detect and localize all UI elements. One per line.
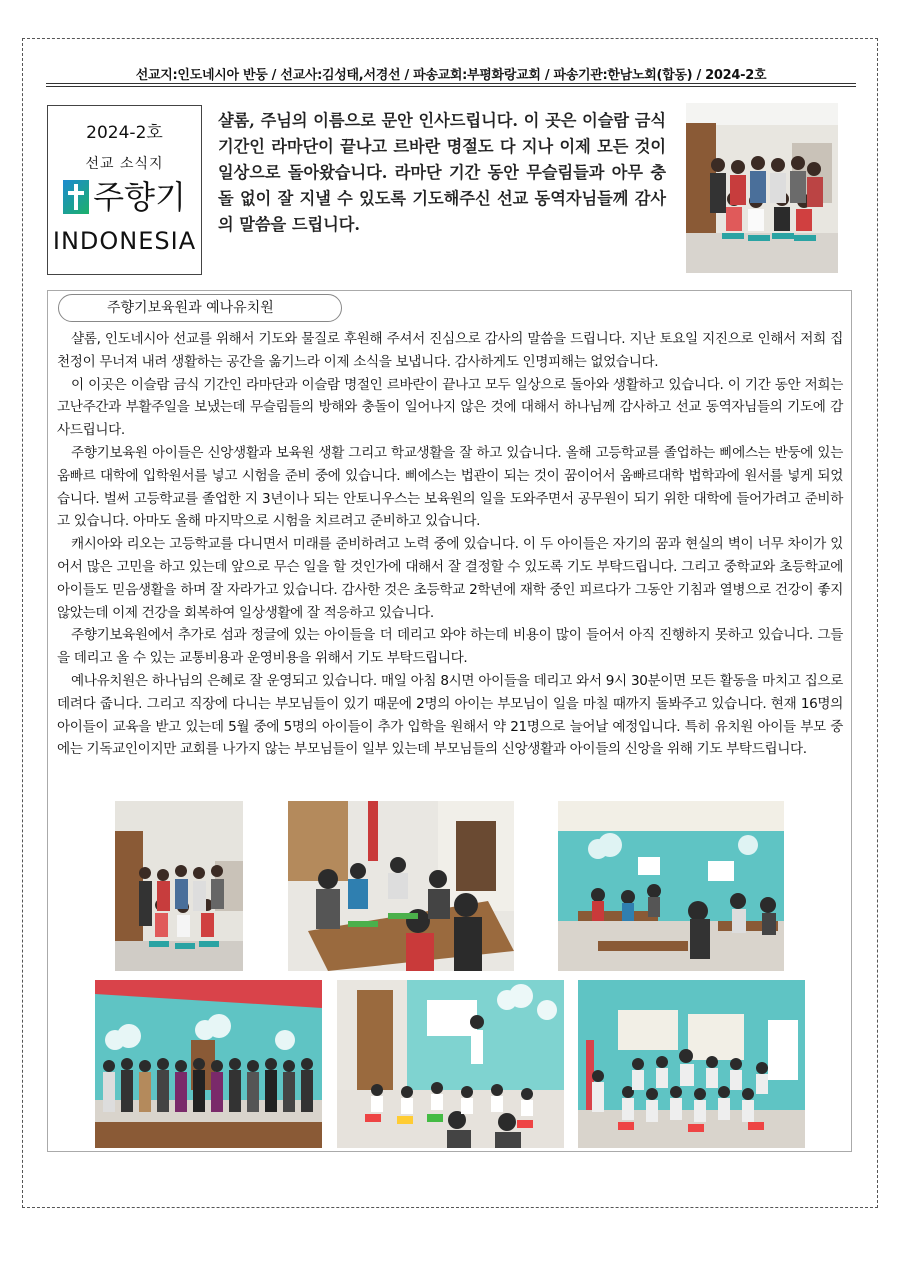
photo-kindergarten-lesson <box>337 980 564 1148</box>
header-rule <box>46 83 856 84</box>
paragraph: 캐시아와 리오는 고등학교를 다니면서 미래를 준비하려고 노력 중에 있습니다. 이 두 아이들은 자기의 꿈과 현실의 벽이 너무 차이가 있어서 많은 고민을 하고 있는데 앞으로 무슨 일을 할 것인가에 대해서 잘 결정할 수 있도록 기도 부탁드립니다. 그리고 중학교와 초등학교에 아이들도 믿음생활을 하며 잘 자라가고 있습니다. 감사한 것은 초등학교 2학년에 재학 중인 피르다가 그동안 기침과 열병으로 건강이 좋지 않았는데 이제 건강을 회복하여 일상생활에 잘 적응하고 있습니다. <box>57 536 843 621</box>
greeting-text: 샬롬, 주님의 이름으로 문안 인사드립니다. 이 곳은 이슬람 금식기간인 라마단이 끝나고 르바란 명절도 다 지나 이제 모든 것이 일상으로 돌아왔습니다. 라마단 기간 동안 무슬림들과 아무 충돌 없이 잘 지낼 수 있도록 기도해주신 선교 동역자님들께 감사의 말씀을 드립니다. <box>218 111 666 234</box>
paragraph: 이 이곳은 이슬람 금식 기간인 라마단과 이슬람 명절인 르바란이 끝나고 모두 일상으로 돌아와 생활하고 있습니다. 이 기간 동안 저희는 고난주간과 부활주일을 보냈는데 무슬림들의 방해와 충돌이 일어나지 않은 것에 대해서 하나님께 감사하고 선교 동역자님들의 기도에 감사드립니다. <box>57 376 843 439</box>
photo-orphanage-group <box>115 801 243 971</box>
header-info-line: 선교지:인도네시아 반둥 / 선교사:김성태,서경선 / 파송교회:부평화랑교회 / 파송기관:한남노회(합동) / 2024-2호 <box>135 68 767 83</box>
section-title: 주향기보육원과 예나유치원 <box>58 294 342 322</box>
paragraph: 예나유치원은 하나님의 은혜로 잘 운영되고 있습니다. 매일 아침 8시면 아이들을 데리고 와서 9시 30분이면 모든 활동을 마치고 집으로 데려다 줍니다. 그리고 직장에 다니는 부모님들이 있기 때문에 2명의 아이는 부모님이 일을 마칠 때까지 돌봐주고 있습니다. 현재 16명의 아이들이 교육을 받고 있는데 5월 중에 5명의 아이들이 추가 입학을 원해서 약 21명으로 늘어날 예정입니다. 특히 유치원 아이들 부모 중에는 기독교인이지만 교회를 나가지 않는 부모님들이 일부 있는데 부모님들의 신앙생활과 아이들의 신앙을 위해 기도 부탁드립니다. <box>57 672 843 758</box>
article-body <box>57 328 843 761</box>
group-photo-top <box>686 103 838 273</box>
cross-logo-icon <box>63 180 89 214</box>
newsletter-subtitle: 선교 소식지 <box>85 156 164 172</box>
issue-number: 2024-2호 <box>86 123 163 143</box>
photo-church-gathering <box>95 980 322 1148</box>
photo-kindergarten-room <box>558 801 784 971</box>
paragraph: 주향기보육원에서 추가로 섬과 정글에 있는 아이들을 더 데리고 와야 하는데 비용이 많이 들어서 아직 진행하지 못하고 있습니다. 그들을 데리고 올 수 있는 교통비용과 운영비용을 위해서 기도 부탁드립니다. <box>57 627 843 667</box>
photo-classroom-table <box>288 801 514 971</box>
masthead-box <box>47 105 202 275</box>
paragraph: 샬롬, 인도네시아 선교를 위해서 기도와 물질로 후원해 주셔서 진심으로 감사의 말씀을 드립니다. 지난 토요일 지진으로 인해서 저희 집 천정이 무너져 내려 생활하는 공간을 옮기느라 이제 소식을 보냅니다. 감사하게도 인명피해는 없었습니다. <box>57 331 843 370</box>
masthead-logo <box>48 179 201 215</box>
logo-text: 주향기 <box>93 178 186 216</box>
country-name: INDONESIA <box>52 227 197 255</box>
header-rule-double <box>46 86 856 87</box>
paragraph: 주향기보육원 아이들은 신앙생활과 보육원 생활 그리고 학교생활을 잘 하고 있습니다. 올해 고등학교를 졸업하는 삐에스는 반둥에 있는 움빠르 대학에 입학원서를 넣고 시험을 준비 중에 있습니다. 삐에스는 법관이 되는 것이 꿈이어서 움빠르대학 법학과에 원서를 넣게 되었습니다. 벌써 고등학교를 졸업한 지 3년이나 되는 안토니우스는 보육원의 일을 도와주면서 공무원이 되기 위한 대학에 들어가려고 준비하고 있습니다. 아마도 올해 마지막으로 시험을 치르려고 준비하고 있습니다. <box>57 444 843 530</box>
photo-kindergarten-group <box>578 980 805 1148</box>
